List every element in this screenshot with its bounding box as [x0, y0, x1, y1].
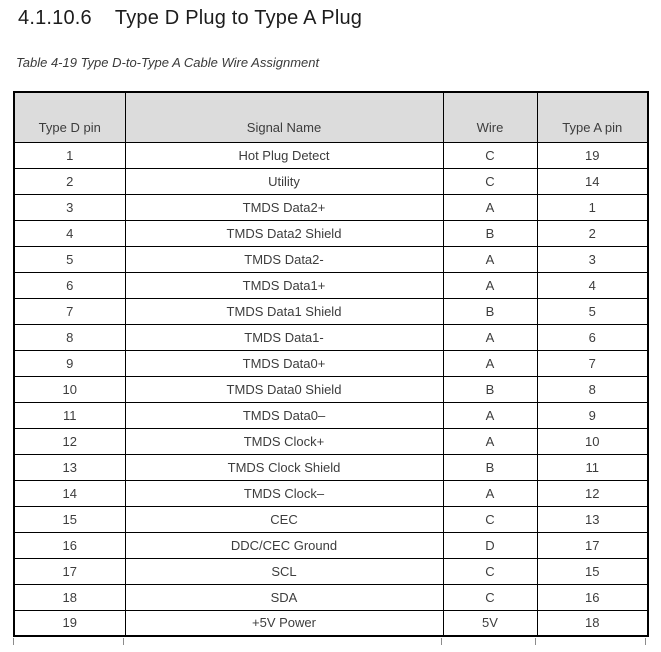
table-cell: B [443, 376, 537, 402]
table-row [14, 610, 648, 636]
table-cell: TMDS Clock Shield [125, 454, 443, 480]
table-cell: 10 [537, 428, 648, 454]
column-border-stub [13, 638, 14, 645]
table-cell: C [443, 558, 537, 584]
table-cell: 13 [537, 506, 648, 532]
table-row [14, 454, 648, 480]
column-border-stub [645, 638, 646, 645]
table-cell: 5V [443, 610, 537, 636]
column-header-signal-name: Signal Name [125, 92, 443, 142]
table-row [14, 168, 648, 194]
table-cell: 3 [537, 246, 648, 272]
section-number: 4.1.10.6 [18, 7, 92, 29]
table-cell: SDA [125, 584, 443, 610]
table-cell: 11 [14, 402, 125, 428]
section-title: Type D Plug to Type A Plug [114, 7, 363, 29]
table-cell: B [443, 454, 537, 480]
table-cell: TMDS Data1+ [125, 272, 443, 298]
section-heading [18, 7, 362, 30]
table-cell: B [443, 220, 537, 246]
table-cell: 7 [14, 298, 125, 324]
table-cell: 15 [14, 506, 125, 532]
table-cell: C [443, 168, 537, 194]
table-row [14, 558, 648, 584]
table-cell: TMDS Data0– [125, 402, 443, 428]
table-row [14, 480, 648, 506]
table-cell: A [443, 194, 537, 220]
table-cell: D [443, 532, 537, 558]
table-cell: 19 [537, 142, 648, 168]
table-row [14, 272, 648, 298]
table-row [14, 298, 648, 324]
table-cell: 16 [537, 584, 648, 610]
table-cell: 9 [14, 350, 125, 376]
wire-assignment-table [13, 91, 649, 637]
table-container [13, 91, 647, 646]
table-cell: B [443, 298, 537, 324]
table-cell: TMDS Data1- [125, 324, 443, 350]
table-cell: TMDS Data0+ [125, 350, 443, 376]
table-row [14, 350, 648, 376]
table-cell: Utility [125, 168, 443, 194]
table-cell: A [443, 350, 537, 376]
table-cell: A [443, 480, 537, 506]
table-cell: 18 [537, 610, 648, 636]
table-cell: 14 [537, 168, 648, 194]
table-row [14, 532, 648, 558]
table-cell: 9 [537, 402, 648, 428]
table-cell: 17 [537, 532, 648, 558]
table-cell: TMDS Data1 Shield [125, 298, 443, 324]
table-cell: 1 [537, 194, 648, 220]
table-cell: 13 [14, 454, 125, 480]
table-cell: 1 [14, 142, 125, 168]
column-header-type-d-pin: Type D pin [14, 92, 125, 142]
table-cell: Hot Plug Detect [125, 142, 443, 168]
column-header-wire: Wire [443, 92, 537, 142]
table-cell: TMDS Data0 Shield [125, 376, 443, 402]
table-cell: TMDS Clock+ [125, 428, 443, 454]
table-cell: 10 [14, 376, 125, 402]
table-cell: C [443, 142, 537, 168]
table-cell: DDC/CEC Ground [125, 532, 443, 558]
table-row [14, 246, 648, 272]
table-cell: 15 [537, 558, 648, 584]
table-cell: +5V Power [125, 610, 443, 636]
table-row [14, 428, 648, 454]
table-row [14, 506, 648, 532]
table-row [14, 142, 648, 168]
table-cell: A [443, 428, 537, 454]
column-border-stub [441, 638, 442, 645]
table-cell: C [443, 506, 537, 532]
table-cell: A [443, 324, 537, 350]
table-cell: 12 [537, 480, 648, 506]
table-row [14, 194, 648, 220]
table-row [14, 324, 648, 350]
table-cell: TMDS Data2 Shield [125, 220, 443, 246]
column-border-stub [123, 638, 124, 645]
table-cell: 17 [14, 558, 125, 584]
table-cell: A [443, 272, 537, 298]
table-cell: 8 [14, 324, 125, 350]
table-cell: A [443, 402, 537, 428]
table-caption: Table 4-19 Type D-to-Type A Cable Wire Assignment [16, 55, 320, 70]
table-row [14, 584, 648, 610]
table-row [14, 220, 648, 246]
table-cell: SCL [125, 558, 443, 584]
table-cell: 14 [14, 480, 125, 506]
table-header-row [14, 92, 648, 142]
table-cell: 5 [537, 298, 648, 324]
table-cell: 11 [537, 454, 648, 480]
table-cell: 3 [14, 194, 125, 220]
table-cell: 8 [537, 376, 648, 402]
table-cell: 16 [14, 532, 125, 558]
table-cell: C [443, 584, 537, 610]
table-cell: TMDS Clock– [125, 480, 443, 506]
table-cell: TMDS Data2+ [125, 194, 443, 220]
table-cell: 4 [14, 220, 125, 246]
table-cell: 2 [537, 220, 648, 246]
table-cell: 4 [537, 272, 648, 298]
table-continuation-stubs [13, 637, 647, 646]
table-cell: 18 [14, 584, 125, 610]
table-cell: TMDS Data2- [125, 246, 443, 272]
column-header-type-a-pin: Type A pin [537, 92, 648, 142]
table-cell: 5 [14, 246, 125, 272]
table-row [14, 402, 648, 428]
table-cell: 6 [14, 272, 125, 298]
table-cell: CEC [125, 506, 443, 532]
table-cell: 12 [14, 428, 125, 454]
table-cell: A [443, 246, 537, 272]
table-cell: 2 [14, 168, 125, 194]
table-cell: 7 [537, 350, 648, 376]
table-cell: 6 [537, 324, 648, 350]
table-cell: 19 [14, 610, 125, 636]
column-border-stub [535, 638, 536, 645]
table-row [14, 376, 648, 402]
